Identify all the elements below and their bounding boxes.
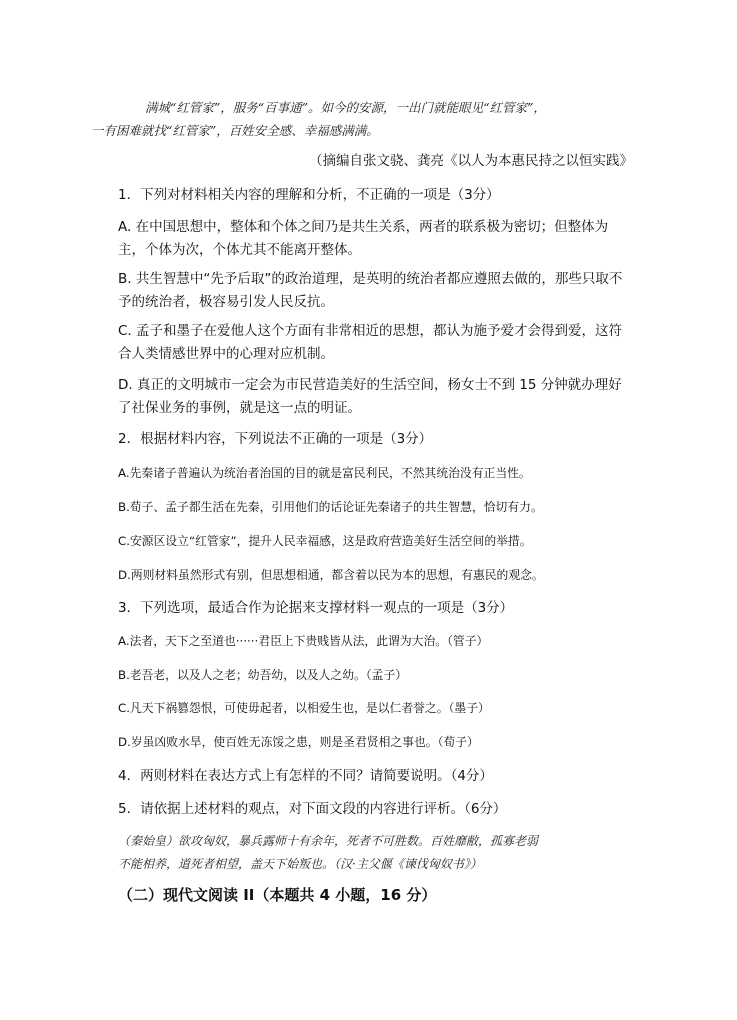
question-3-stem: 3．下列选项，最适合作为论据来支撑材料一观点的一项是（3分） bbox=[118, 600, 514, 616]
question-5-stem: 5．请依据上述材料的观点，对下面文段的内容进行评析。（6分） bbox=[118, 801, 507, 817]
question-1-option-b: B. 共生智慧中“先予后取”的政治道理，是英明的统治者都应遵照去做的，那些只取不予的统治者，极容易引发人民反抗。 bbox=[118, 271, 623, 310]
section-heading: （二）现代文阅读 II（本题共 4 小题，16 分） bbox=[118, 886, 437, 904]
passage-line: 不能相养，道死者相望，盖天下始叛也。（汉·主父偃《谏伐匈奴书》） bbox=[118, 857, 482, 871]
question-3-option-d: D.岁虽凶败水旱，使百姓无冻馁之患，则是圣君贤相之事也。（荀子） bbox=[118, 735, 479, 749]
question-2-option-d: D.两则材料虽然形式有别，但思想相通，都含着以民为本的思想，有惠民的观念。 bbox=[118, 568, 544, 582]
question-2-option-b: B.荀子、孟子都生活在先秦，引用他们的话论证先秦诸子的共生智慧，恰切有力。 bbox=[118, 500, 543, 514]
question-1-option-a: A. 在中国思想中，整体和个体之间乃是共生关系，两者的联系极为密切；但整体为主，个体为次，个体尤其不能离开整体。 bbox=[118, 219, 609, 258]
material-paragraph bbox=[91, 96, 633, 142]
question-4-stem: 4．两则材料在表达方式上有怎样的不同？请简要说明。（4分） bbox=[118, 768, 493, 784]
question-2-option-c: C.安源区设立“红管家”，提升人民幸福感，这是政府营造美好生活空间的举措。 bbox=[118, 534, 532, 548]
question-3-option-c: C.凡天下祸篡怨恨，可使毋起者，以相爱生也，是以仁者誉之。（墨子） bbox=[118, 701, 490, 715]
material-line: 一有困难就找“红管家”，百姓安全感、幸福感满满。 bbox=[91, 123, 379, 138]
question-5-passage bbox=[118, 830, 633, 876]
material-line: 满城“红管家”，服务“百事通”。如今的安源，一出门就能眼见“红管家”， bbox=[145, 100, 546, 115]
passage-line: （秦始皇）欲攻匈奴，暴兵露师十有余年，死者不可胜数。百姓靡敝，孤寡老弱 bbox=[118, 834, 539, 848]
question-1-option-d: D. 真正的文明城市一定会为市民营造美好的生活空间，杨女士不到 15 分钟就办理好了社保业务的事例，就是这一点的明证。 bbox=[118, 377, 622, 416]
material-source: （摘编自张文骁、龚亮《以人为本惠民持之以恒实践》 bbox=[309, 153, 633, 169]
question-2-stem: 2．根据材料内容，下列说法不正确的一项是（3分） bbox=[118, 431, 433, 447]
question-1-option-c: C. 孟子和墨子在爱他人这个方面有非常相近的思想，都认为施予爱才会得到爱，这符合人类情感世界中的心理对应机制。 bbox=[118, 323, 623, 362]
question-3-option-b: B.老吾老，以及人之老；幼吾幼，以及人之幼。（孟子） bbox=[118, 668, 408, 682]
question-3-option-a: A.法者，天下之至道也······君臣上下贵贱皆从法，此谓为大治。（管子） bbox=[118, 634, 489, 648]
question-2-option-a: A.先秦诸子普遍认为统治者治国的目的就是富民利民，不然其统治没有正当性。 bbox=[118, 466, 531, 480]
question-1-stem: 1．下列对材料相关内容的理解和分析，不正确的一项是（3分） bbox=[118, 187, 500, 203]
